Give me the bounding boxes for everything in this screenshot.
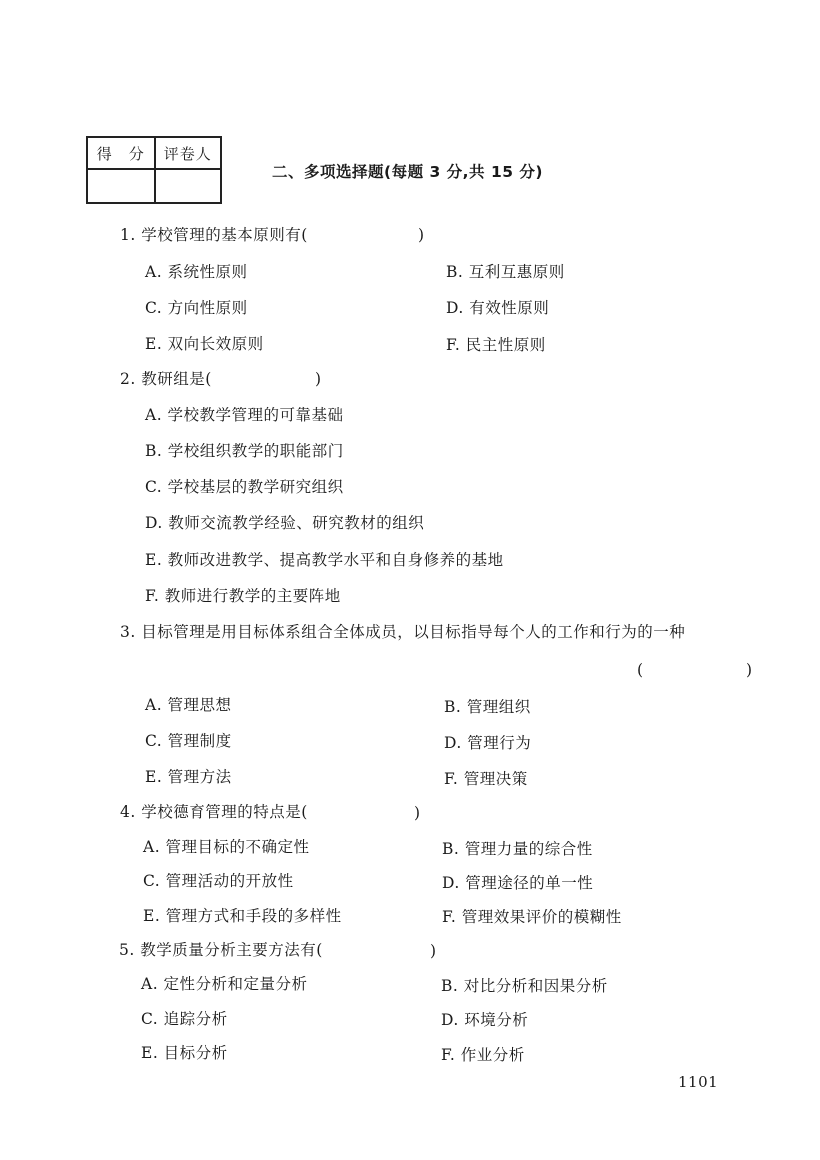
grader-cell[interactable] xyxy=(155,169,221,203)
question-2-option-d[interactable]: D. 教师交流教学经验、研究教材的组织 xyxy=(145,514,425,532)
question-2-option-e[interactable]: E. 教师改进教学、提高教学水平和自身修养的基地 xyxy=(145,551,504,569)
question-5-option-f[interactable]: F. 作业分析 xyxy=(441,1046,525,1064)
question-3-stem: 3. 目标管理是用目标体系组合全体成员，以目标指导每个人的工作和行为的一种 xyxy=(120,623,686,641)
question-2-close-paren: ) xyxy=(315,370,322,388)
question-4-option-c[interactable]: C. 管理活动的开放性 xyxy=(143,872,294,890)
page-number: 1101 xyxy=(678,1073,719,1091)
question-3-option-a[interactable]: A. 管理思想 xyxy=(145,696,232,714)
question-2-option-f[interactable]: F. 教师进行教学的主要阵地 xyxy=(145,587,341,605)
question-5-option-e[interactable]: E. 目标分析 xyxy=(141,1044,228,1062)
question-1-option-d[interactable]: D. 有效性原则 xyxy=(446,299,550,317)
grader-header: 评卷人 xyxy=(155,137,221,169)
question-5-option-a[interactable]: A. 定性分析和定量分析 xyxy=(141,975,308,993)
question-3-option-e[interactable]: E. 管理方法 xyxy=(145,768,232,786)
question-5-stem: 5. 教学质量分析主要方法有( xyxy=(119,941,323,959)
question-4-option-f[interactable]: F. 管理效果评价的模糊性 xyxy=(442,908,622,926)
question-1-close-paren: ) xyxy=(418,226,425,244)
question-1-option-a[interactable]: A. 系统性原则 xyxy=(145,263,248,281)
question-4-close-paren: ) xyxy=(414,804,421,822)
question-1-option-e[interactable]: E. 双向长效原则 xyxy=(145,335,264,353)
question-3-option-d[interactable]: D. 管理行为 xyxy=(444,734,532,752)
score-header: 得 分 xyxy=(87,137,155,169)
section-title: 二、多项选择题(每题 3 分,共 15 分) xyxy=(272,163,543,181)
score-cell[interactable] xyxy=(87,169,155,203)
score-table xyxy=(86,136,222,204)
question-1-stem: 1. 学校管理的基本原则有( xyxy=(120,226,308,244)
question-1-option-f[interactable]: F. 民主性原则 xyxy=(446,336,546,354)
question-5-option-c[interactable]: C. 追踪分析 xyxy=(141,1010,228,1028)
question-2-stem: 2. 教研组是( xyxy=(120,370,212,388)
question-2-option-c[interactable]: C. 学校基层的教学研究组织 xyxy=(145,478,344,496)
question-3-open-paren: ( xyxy=(637,661,644,679)
question-4-option-a[interactable]: A. 管理目标的不确定性 xyxy=(143,838,310,856)
question-4-option-b[interactable]: B. 管理力量的综合性 xyxy=(442,840,593,858)
question-3-close-paren: ) xyxy=(746,661,753,679)
question-2-option-a[interactable]: A. 学校教学管理的可靠基础 xyxy=(145,406,344,424)
question-4-stem: 4. 学校德育管理的特点是( xyxy=(120,803,308,821)
question-1-option-b[interactable]: B. 互利互惠原则 xyxy=(446,263,565,281)
question-3-option-b[interactable]: B. 管理组织 xyxy=(444,698,531,716)
question-4-option-e[interactable]: E. 管理方式和手段的多样性 xyxy=(143,907,342,925)
question-2-option-b[interactable]: B. 学校组织教学的职能部门 xyxy=(145,442,344,460)
question-5-option-d[interactable]: D. 环境分析 xyxy=(441,1011,529,1029)
question-3-option-c[interactable]: C. 管理制度 xyxy=(145,732,232,750)
question-3-option-f[interactable]: F. 管理决策 xyxy=(444,770,528,788)
question-4-option-d[interactable]: D. 管理途径的单一性 xyxy=(442,874,594,892)
question-5-option-b[interactable]: B. 对比分析和因果分析 xyxy=(441,977,608,995)
question-5-close-paren: ) xyxy=(430,942,437,960)
question-1-option-c[interactable]: C. 方向性原则 xyxy=(145,299,248,317)
